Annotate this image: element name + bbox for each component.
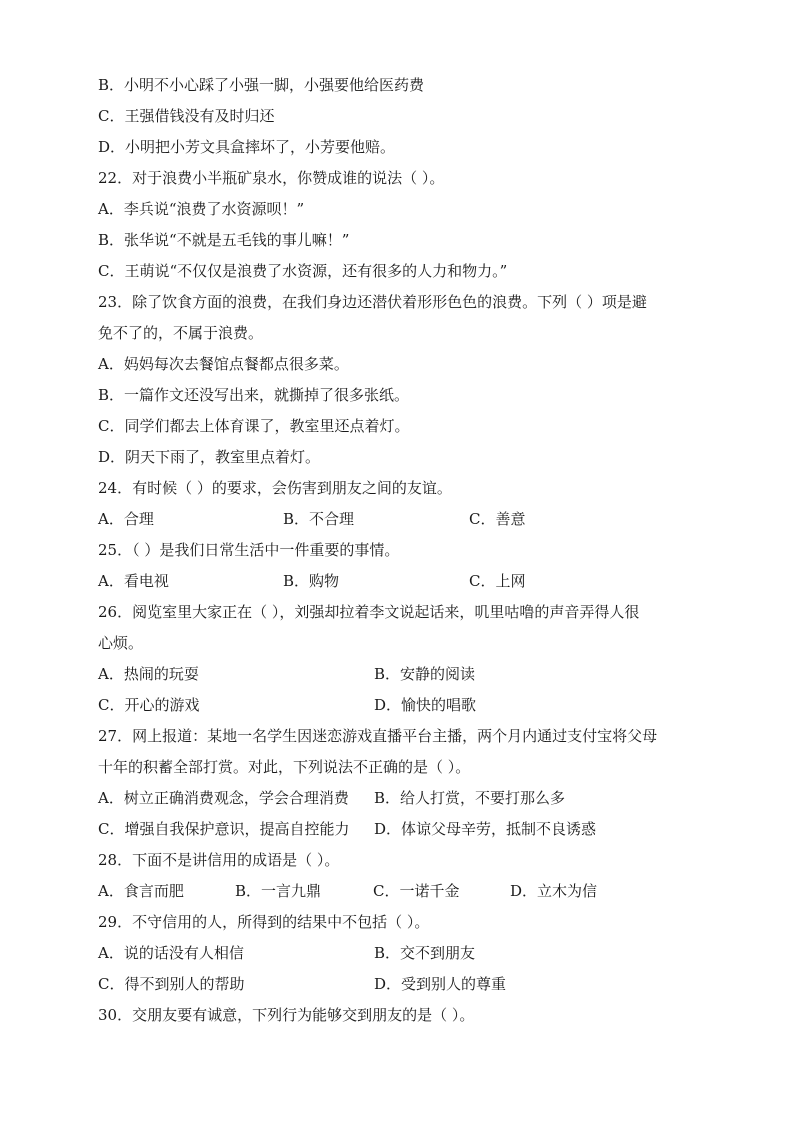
question-24-options xyxy=(98,504,698,535)
question-27-options-row1 xyxy=(98,783,698,814)
question-27-stem-line2: 十年的积蓄全部打赏。对此，下列说法不正确的是（ ）。 xyxy=(98,758,471,776)
question-25-option-c: C．上网 xyxy=(469,572,526,590)
question-28-option-a: A．食言而肥 xyxy=(98,882,184,900)
question-22-option-a: A．李兵说“浪费了水资源呗！” xyxy=(98,200,305,218)
question-25-stem: 25．（ ）是我们日常生活中一件重要的事情。 xyxy=(98,541,400,559)
question-28-options xyxy=(98,876,698,907)
question-29-option-d: D．受到别人的尊重 xyxy=(374,975,507,993)
question-29-options-row1 xyxy=(98,938,698,969)
question-29-option-c: C．得不到别人的帮助 xyxy=(98,975,245,993)
question-26-option-b: B．安静的阅读 xyxy=(374,665,476,683)
question-23-option-d: D．阴天下雨了，教室里点着灯。 xyxy=(98,448,321,466)
question-25-option-a: A．看电视 xyxy=(98,572,169,590)
question-27-option-b: B．给人打赏，不要打那么多 xyxy=(374,789,566,807)
question-29-option-b: B．交不到朋友 xyxy=(374,944,476,962)
question-30-stem: 30．交朋友要有诚意，下列行为能够交到朋友的是（ ）。 xyxy=(98,1006,475,1024)
question-22-stem: 22．对于浪费小半瓶矿泉水，你赞成谁的说法（ ）。 xyxy=(98,169,445,187)
question-28-option-b: B．一言九鼎 xyxy=(235,882,322,900)
question-24-option-c: C．善意 xyxy=(469,510,526,528)
option-c: C．王强借钱没有及时归还 xyxy=(98,107,275,125)
question-26-option-c: C．开心的游戏 xyxy=(98,696,200,714)
question-26-stem-line1: 26．阅览室里大家正在（ ），刘强却拉着李文说起话来，叽里咕噜的声音弄得人很 xyxy=(98,603,640,621)
question-26-options-row2 xyxy=(98,690,698,721)
question-23-option-c: C．同学们都去上体育课了，教室里还点着灯。 xyxy=(98,417,410,435)
question-29-option-a: A．说的话没有人相信 xyxy=(98,944,244,962)
question-27-option-d: D．体谅父母辛劳，抵制不良诱惑 xyxy=(374,820,597,838)
question-27-option-c: C．增强自我保护意识，提高自控能力 xyxy=(98,820,350,838)
question-23-option-a: A．妈妈每次去餐馆点餐都点很多菜。 xyxy=(98,355,349,373)
question-23-option-b: B．一篇作文还没写出来，就撕掉了很多张纸。 xyxy=(98,386,410,404)
question-27-stem-line1: 27．网上报道：某地一名学生因迷恋游戏直播平台主播，两个月内通过支付宝将父母 xyxy=(98,727,658,745)
question-26-option-d: D．愉快的唱歌 xyxy=(374,696,477,714)
question-25-option-b: B．购物 xyxy=(283,572,340,590)
question-22-option-b: B．张华说“不就是五毛钱的事儿嘛！” xyxy=(98,231,350,249)
question-26-stem-line2: 心烦。 xyxy=(98,634,144,652)
question-23-stem-line1: 23．除了饮食方面的浪费，在我们身边还潜伏着形形色色的浪费。下列（ ）项是避 xyxy=(98,293,647,311)
question-28-stem: 28．下面不是讲信用的成语是（ ）。 xyxy=(98,851,340,869)
question-27-option-a: A．树立正确消费观念，学会合理消费 xyxy=(98,789,349,807)
option-d: D．小明把小芳文具盒摔坏了，小芳要他赔。 xyxy=(98,138,396,156)
question-24-option-b: B．不合理 xyxy=(283,510,355,528)
question-26-option-a: A．热闹的玩耍 xyxy=(98,665,199,683)
option-b: B．小明不小心踩了小强一脚，小强要他给医药费 xyxy=(98,76,425,94)
question-26-options-row1 xyxy=(98,659,698,690)
question-28-option-d: D．立木为信 xyxy=(510,882,598,900)
question-25-options xyxy=(98,566,698,597)
question-28-option-c: C．一诺千金 xyxy=(373,882,460,900)
question-29-options-row2 xyxy=(98,969,698,1000)
question-22-option-c: C．王萌说“不仅仅是浪费了水资源，还有很多的人力和物力。” xyxy=(98,262,508,280)
question-23-stem-line2: 免不了的，不属于浪费。 xyxy=(98,324,264,342)
question-27-options-row2 xyxy=(98,814,698,845)
question-24-option-a: A．合理 xyxy=(98,510,154,528)
question-page xyxy=(98,70,698,1031)
question-24-stem: 24．有时候（ ）的要求，会伤害到朋友之间的友谊。 xyxy=(98,479,452,497)
question-29-stem: 29．不守信用的人，所得到的结果中不包括（ ）。 xyxy=(98,913,430,931)
